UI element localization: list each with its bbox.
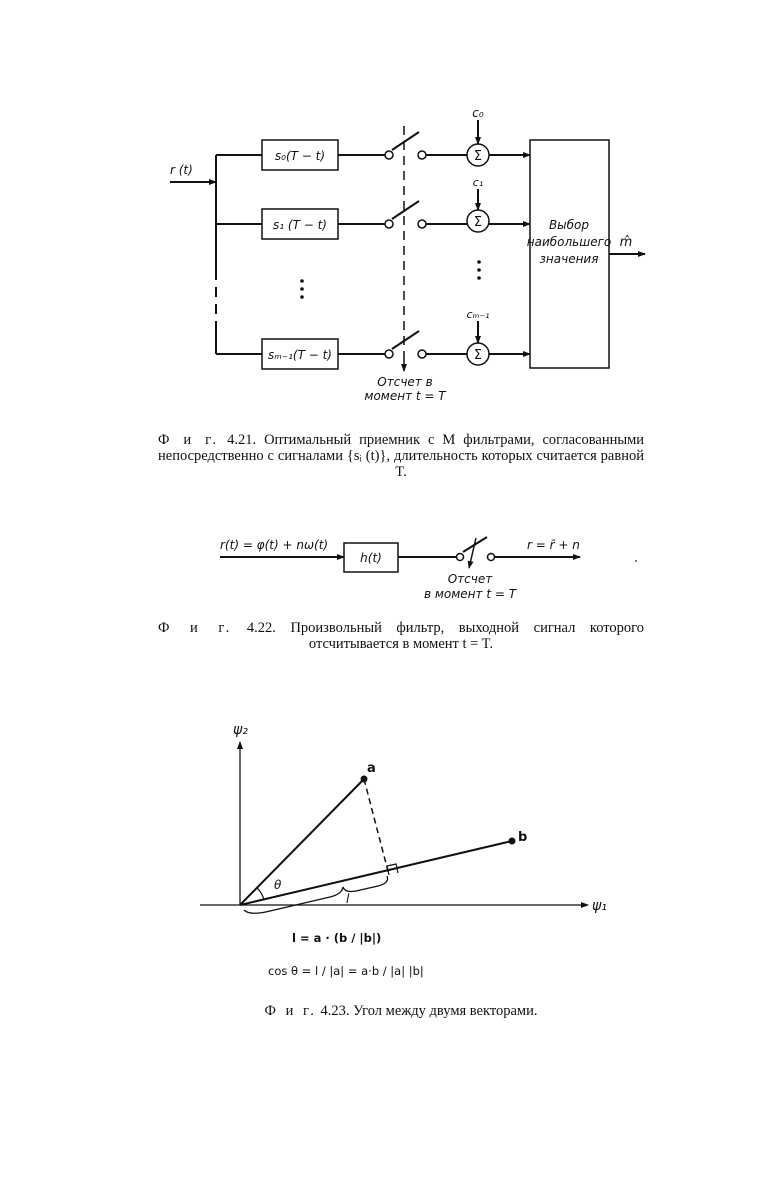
formula-line-1: l = a · (b / |b|) — [292, 931, 382, 945]
sum-symbol-0: Σ — [473, 149, 483, 164]
sum-symbol-m1: Σ — [473, 348, 483, 363]
angle-arc — [257, 888, 264, 900]
caption-4-23: Ф и г. 4.23. Угол между двумя векторами. — [264, 1003, 538, 1019]
input-label-422: r(t) = φ(t) + nω(t) — [220, 538, 329, 552]
sampling-switch-1 — [392, 201, 419, 219]
vector-a-label: a — [367, 761, 376, 776]
caption-4-22: Ф и г. 4.22. Произвольный фильтр, выходной сигнал которого отсчитывается в момент t = T. — [158, 620, 645, 652]
decision-line3: значения — [539, 252, 599, 266]
vector-b-label: b — [518, 830, 528, 845]
decision-line1: Выбор — [548, 218, 590, 232]
projection-label: l — [346, 892, 350, 906]
vector-b — [240, 841, 512, 905]
sample-label-422-line2: в момент t = T — [423, 587, 517, 601]
formula-line-2: cos θ = l / |a| = a·b / |a| |b| — [268, 964, 424, 978]
vector-a — [240, 779, 364, 905]
sample-label-422-line1: Отсчет — [447, 572, 493, 586]
bias-label-1: c₁ — [472, 176, 484, 189]
bias-label-m1: cₘ₋₁ — [466, 308, 490, 321]
filter-label-1: s₁ (T − t) — [273, 218, 327, 232]
figure-4-23 — [200, 742, 588, 913]
input-label: r (t) — [170, 163, 193, 177]
decision-line2: наибольшего — [526, 235, 612, 249]
bias-label-0: c₀ — [472, 106, 484, 120]
stray-dot — [635, 560, 637, 562]
projection-brace — [244, 876, 388, 913]
sampling-switch-0 — [392, 132, 419, 150]
output-label-422: r = r̄ + n — [527, 538, 580, 552]
sampling-switch-m1 — [392, 331, 419, 349]
filter-label-0: s₀(T − t) — [274, 149, 326, 163]
sampling-arrow-422 — [469, 538, 476, 568]
axis-label-psi2: ψ₂ — [233, 722, 248, 738]
filter-label-m1: sₘ₋₁(T − t) — [268, 348, 332, 362]
filter-label-h: h(t) — [360, 551, 382, 565]
ellipsis-dots — [300, 260, 481, 299]
caption-4-21: Ф и г. 4.21. Оптимальный приемник с M фильтрами, согласованными непосредственно с сигналами {sᵢ (t)}, длительность которых считается равной T. — [158, 432, 645, 480]
angle-label: θ — [274, 878, 282, 892]
output-label: m̂ — [619, 235, 633, 250]
projection-line — [364, 779, 389, 875]
sum-symbol-1: Σ — [473, 215, 483, 230]
vector-endpoints — [361, 776, 516, 845]
sample-label-line1: Отсчет в — [377, 375, 433, 389]
sample-label-line2: момент t = T — [364, 389, 446, 403]
axis-label-psi1: ψ₁ — [592, 898, 607, 914]
